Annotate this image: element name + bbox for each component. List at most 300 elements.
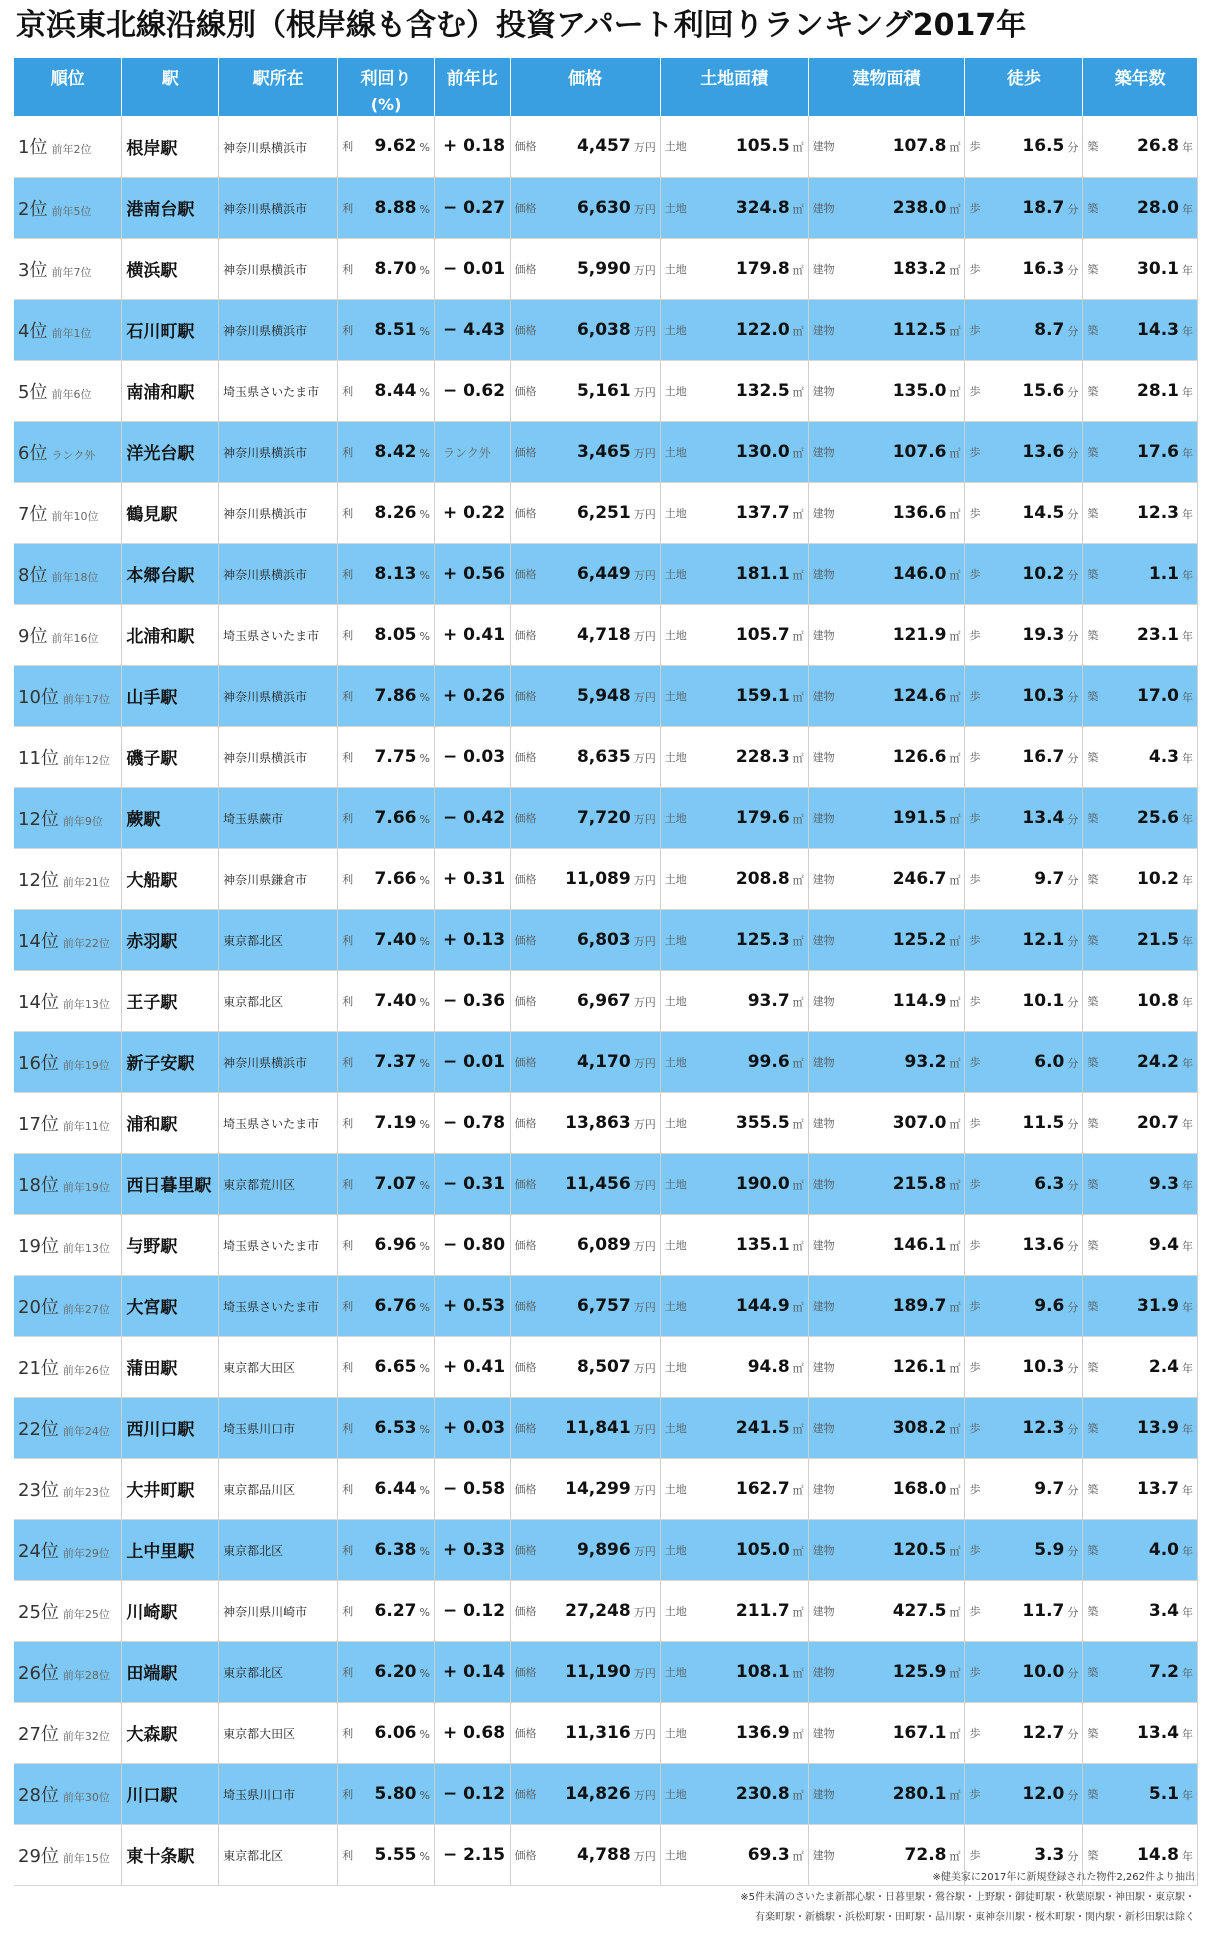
price-cell-unit: 万円 (633, 751, 656, 765)
age-cell-value: 14.8 (1137, 1844, 1179, 1865)
footnote: ※健美家に2017年に新規登録された物件2,262件より抽出 (932, 1872, 1195, 1883)
walk-cell-unit: 分 (1067, 1788, 1079, 1802)
location-cell (219, 1519, 338, 1580)
yield-cell-unit: % (419, 1605, 430, 1619)
walk-cell (965, 1336, 1083, 1397)
building-cell-value: 126.1 (892, 1356, 947, 1377)
building-cell-value: 427.5 (892, 1600, 947, 1621)
walk-cell-unit: 分 (1067, 1361, 1079, 1375)
price-cell (510, 1824, 660, 1885)
location-cell (219, 421, 338, 482)
location-cell (219, 116, 338, 177)
age-cell-prefix: 築 (1087, 994, 1099, 1008)
land-cell-value: 179.8 (735, 258, 790, 279)
building-cell-prefix: 建物 (812, 1238, 835, 1252)
land-cell-unit: ㎡ (792, 751, 804, 765)
land-cell-unit: ㎡ (792, 1178, 804, 1192)
change-cell (434, 848, 510, 909)
age-cell-prefix: 築 (1087, 1726, 1099, 1740)
header-age: 築年数 (1083, 58, 1198, 116)
building-cell-value: 114.9 (892, 990, 947, 1011)
building-cell-unit: ㎡ (949, 1849, 961, 1863)
building-cell-unit: ㎡ (949, 1788, 961, 1802)
yield-cell-value: 8.70 (374, 258, 417, 279)
rank-value: 16位 (18, 1052, 59, 1074)
change-cell (434, 726, 510, 787)
location-cell (219, 665, 338, 726)
land-cell (660, 1031, 808, 1092)
age-cell-unit: 年 (1182, 873, 1193, 887)
walk-cell-prefix: 歩 (969, 445, 981, 459)
walk-cell-unit: 分 (1067, 1544, 1079, 1558)
rank-value: 25位 (18, 1601, 59, 1623)
age-cell-unit: 年 (1182, 202, 1193, 216)
rank-value: 27位 (18, 1723, 59, 1745)
age-cell-value: 13.9 (1137, 1417, 1179, 1438)
walk-cell-value: 12.3 (1022, 1417, 1065, 1438)
building-cell-prefix: 建物 (812, 262, 835, 276)
yield-cell-prefix: 利 (342, 262, 354, 276)
walk-cell-value: 6.3 (1034, 1173, 1065, 1194)
building-cell-value: 215.8 (892, 1173, 947, 1194)
previous-rank: 前年6位 (51, 387, 92, 401)
location-cell (219, 970, 338, 1031)
yield-cell-prefix: 利 (342, 750, 354, 764)
rank-cell (14, 1824, 122, 1885)
building-cell-prefix: 建物 (812, 140, 835, 154)
table-row (14, 970, 1198, 1031)
rank-cell (14, 360, 122, 421)
yield-cell-prefix: 利 (342, 811, 354, 825)
yield-cell-value: 6.65 (374, 1356, 417, 1377)
age-cell-value: 9.3 (1148, 1173, 1179, 1194)
land-cell-value: 132.5 (735, 380, 790, 401)
rank-cell (14, 665, 122, 726)
yield-cell-prefix: 利 (342, 1177, 354, 1191)
land-cell (660, 1153, 808, 1214)
table-row (14, 299, 1198, 360)
station-cell (122, 1153, 219, 1214)
price-cell-unit: 万円 (633, 1056, 656, 1070)
building-cell (808, 238, 965, 299)
previous-rank: 前年21位 (62, 875, 110, 889)
land-cell (660, 1641, 808, 1702)
price-cell-value: 11,089 (565, 868, 631, 889)
rank-cell (14, 1336, 122, 1397)
rank-value: 22位 (18, 1418, 59, 1440)
price-cell-value: 5,161 (576, 380, 631, 401)
yield-cell-prefix: 利 (342, 1360, 354, 1374)
land-cell-value: 105.7 (735, 624, 790, 645)
price-cell-value: 11,190 (565, 1661, 631, 1682)
rank-value: 5位 (18, 381, 48, 403)
table-row (14, 177, 1198, 238)
price-cell-prefix: 価格 (514, 1482, 537, 1496)
building-cell-value: 238.0 (892, 197, 947, 218)
change-cell (434, 1275, 510, 1336)
building-cell-unit: ㎡ (949, 934, 961, 948)
age-cell (1083, 970, 1198, 1031)
rank-cell (14, 1092, 122, 1153)
change-value: + 0.13 (442, 929, 506, 950)
yield-cell-value: 8.51 (374, 319, 417, 340)
station-cell (122, 1641, 219, 1702)
station-location: 神奈川県横浜市 (223, 202, 308, 216)
price-cell-unit: 万円 (633, 1300, 656, 1314)
price-cell-prefix: 価格 (514, 1848, 537, 1862)
change-value: − 0.01 (442, 258, 506, 279)
yield-cell-unit: % (419, 507, 430, 521)
land-cell (660, 1336, 808, 1397)
price-cell-value: 4,457 (576, 136, 631, 157)
previous-rank: 前年32位 (62, 1729, 110, 1743)
age-cell-prefix: 築 (1087, 445, 1099, 459)
table-header (14, 58, 1198, 116)
age-cell-prefix: 築 (1087, 262, 1099, 276)
station-name: 大船駅 (126, 871, 178, 891)
walk-cell (965, 299, 1083, 360)
land-cell-value: 135.1 (735, 1234, 790, 1255)
price-cell-value: 6,038 (576, 319, 631, 340)
station-cell (122, 543, 219, 604)
land-cell-unit: ㎡ (792, 568, 804, 582)
station-location: 埼玉県川口市 (223, 1422, 296, 1436)
land-cell-value: 105.5 (735, 136, 790, 157)
station-cell (122, 116, 219, 177)
land-cell-value: 355.5 (735, 1112, 790, 1133)
yield-cell-prefix: 利 (342, 1726, 354, 1740)
building-cell (808, 543, 965, 604)
station-cell (122, 970, 219, 1031)
walk-cell-value: 12.1 (1022, 929, 1065, 950)
yield-cell-prefix: 利 (342, 1543, 354, 1557)
building-cell-unit: ㎡ (949, 1239, 961, 1253)
land-cell-prefix: 土地 (664, 1604, 687, 1618)
land-cell-unit: ㎡ (792, 1544, 804, 1558)
walk-cell-unit: 分 (1067, 1178, 1079, 1192)
land-cell-value: 125.3 (735, 929, 790, 950)
rank-value: 14位 (18, 930, 59, 952)
price-cell-prefix: 価格 (514, 1177, 537, 1191)
building-cell-prefix: 建物 (812, 1116, 835, 1130)
station-cell (122, 1397, 219, 1458)
walk-cell (965, 177, 1083, 238)
age-cell-unit: 年 (1182, 1605, 1193, 1619)
rank-value: 20位 (18, 1296, 59, 1318)
yield-cell-prefix: 利 (342, 201, 354, 215)
location-cell (219, 1458, 338, 1519)
walk-cell-unit: 分 (1067, 873, 1079, 887)
age-cell-value: 10.2 (1137, 868, 1179, 889)
price-cell (510, 116, 660, 177)
price-cell (510, 543, 660, 604)
land-cell (660, 299, 808, 360)
change-value: − 0.03 (442, 746, 506, 767)
rank-cell (14, 726, 122, 787)
yield-cell (338, 1641, 435, 1702)
walk-cell-prefix: 歩 (969, 201, 981, 215)
price-cell-value: 6,089 (576, 1234, 631, 1255)
station-location: 埼玉県さいたま市 (223, 385, 320, 399)
age-cell-prefix: 築 (1087, 1787, 1099, 1801)
header-walk: 徒歩 (965, 58, 1083, 116)
land-cell-prefix: 土地 (664, 1360, 687, 1374)
previous-rank: 前年1位 (51, 326, 92, 340)
age-cell-unit: 年 (1182, 568, 1193, 582)
yield-cell-prefix: 利 (342, 872, 354, 886)
station-cell (122, 1214, 219, 1275)
building-cell (808, 848, 965, 909)
previous-rank: 前年19位 (62, 1058, 110, 1072)
station-location: 東京都北区 (223, 1666, 284, 1680)
yield-cell-unit: % (419, 812, 430, 826)
land-cell (660, 970, 808, 1031)
age-cell (1083, 1519, 1198, 1580)
location-cell (219, 1397, 338, 1458)
footnote: ※5件未満のさいたま新都心駅・日暮里駅・鶯谷駅・上野駅・御徒町駅・秋葉原駅・神田駅・東京駅・ (740, 1892, 1195, 1903)
land-cell-unit: ㎡ (792, 995, 804, 1009)
building-cell-value: 136.6 (892, 502, 947, 523)
table-row (14, 604, 1198, 665)
rank-value: 6位 (18, 442, 48, 464)
rank-cell (14, 909, 122, 970)
station-location: 埼玉県蕨市 (223, 812, 284, 826)
station-name: 西日暮里駅 (126, 1176, 212, 1196)
building-cell-prefix: 建物 (812, 1177, 835, 1191)
station-name: 与野駅 (126, 1237, 178, 1257)
land-cell-unit: ㎡ (792, 812, 804, 826)
yield-cell (338, 1397, 435, 1458)
location-cell (219, 299, 338, 360)
age-cell (1083, 726, 1198, 787)
location-cell (219, 1092, 338, 1153)
building-cell (808, 1031, 965, 1092)
change-cell (434, 421, 510, 482)
location-cell (219, 909, 338, 970)
station-location: 東京都品川区 (223, 1483, 296, 1497)
header-rank: 順位 (14, 58, 122, 116)
age-cell (1083, 1763, 1198, 1824)
location-cell (219, 726, 338, 787)
station-location: 神奈川県横浜市 (223, 446, 308, 460)
age-cell-value: 26.8 (1137, 136, 1179, 157)
table-row (14, 1702, 1198, 1763)
land-cell (660, 1458, 808, 1519)
change-cell (434, 360, 510, 421)
previous-rank: 前年13位 (62, 997, 110, 1011)
previous-rank: 前年18位 (51, 570, 99, 584)
building-cell-prefix: 建物 (812, 628, 835, 642)
land-cell-prefix: 土地 (664, 384, 687, 398)
yield-cell-prefix: 利 (342, 506, 354, 520)
walk-cell-prefix: 歩 (969, 1360, 981, 1374)
age-cell-unit: 年 (1182, 1422, 1193, 1436)
station-cell (122, 177, 219, 238)
change-value: − 0.80 (442, 1234, 506, 1255)
age-cell-prefix: 築 (1087, 1543, 1099, 1557)
age-cell-value: 10.8 (1137, 990, 1179, 1011)
land-cell-unit: ㎡ (792, 629, 804, 643)
change-cell (434, 482, 510, 543)
change-cell (434, 1153, 510, 1214)
building-cell (808, 299, 965, 360)
age-cell-unit: 年 (1182, 507, 1193, 521)
building-cell-unit: ㎡ (949, 1422, 961, 1436)
age-cell-prefix: 築 (1087, 1299, 1099, 1313)
walk-cell (965, 1214, 1083, 1275)
rank-value: 23位 (18, 1479, 59, 1501)
change-cell (434, 299, 510, 360)
rank-cell (14, 1580, 122, 1641)
price-cell-unit: 万円 (633, 873, 656, 887)
price-cell-value: 4,788 (576, 1844, 631, 1865)
age-cell-prefix: 築 (1087, 933, 1099, 947)
price-cell-prefix: 価格 (514, 1360, 537, 1374)
rank-value: 19位 (18, 1235, 59, 1257)
price-cell-prefix: 価格 (514, 628, 537, 642)
building-cell (808, 1336, 965, 1397)
age-cell-unit: 年 (1182, 385, 1193, 399)
table-row (14, 360, 1198, 421)
building-cell-value: 121.9 (892, 624, 947, 645)
location-cell (219, 787, 338, 848)
walk-cell-unit: 分 (1067, 1483, 1079, 1497)
station-name: 川口駅 (126, 1786, 178, 1806)
footnotes (740, 1868, 1195, 1928)
previous-rank: 前年10位 (51, 509, 99, 523)
age-cell-unit: 年 (1182, 1544, 1193, 1558)
table-row (14, 482, 1198, 543)
previous-rank: 前年17位 (62, 692, 110, 706)
yield-cell-prefix: 利 (342, 1421, 354, 1435)
yield-cell (338, 848, 435, 909)
building-cell-value: 124.6 (892, 685, 947, 706)
price-cell-value: 9,896 (576, 1539, 631, 1560)
change-value: + 0.26 (442, 685, 506, 706)
station-name: 横浜駅 (126, 261, 178, 281)
change-value: − 0.01 (442, 1051, 506, 1072)
land-cell-prefix: 土地 (664, 1665, 687, 1679)
station-name: 本郷台駅 (126, 566, 195, 586)
yield-cell-unit: % (419, 1300, 430, 1314)
walk-cell (965, 1763, 1083, 1824)
land-cell (660, 1397, 808, 1458)
age-cell (1083, 1153, 1198, 1214)
footnote: 有楽町駅・新橋駅・浜松町駅・田町駅・品川駅・東神奈川駅・桜木町駅・関内駅・新杉田駅は除く (755, 1912, 1195, 1923)
change-value: − 4.43 (442, 319, 506, 340)
station-cell (122, 1031, 219, 1092)
age-cell-value: 5.1 (1148, 1783, 1179, 1804)
land-cell-value: 144.9 (735, 1295, 790, 1316)
yield-cell-prefix: 利 (342, 1848, 354, 1862)
land-cell-value: 93.7 (747, 990, 790, 1011)
age-cell (1083, 360, 1198, 421)
table-row (14, 1031, 1198, 1092)
building-cell-unit: ㎡ (949, 1666, 961, 1680)
location-cell (219, 1824, 338, 1885)
walk-cell-prefix: 歩 (969, 1482, 981, 1496)
rank-cell (14, 1031, 122, 1092)
walk-cell-value: 16.3 (1022, 258, 1065, 279)
location-cell (219, 1702, 338, 1763)
age-cell-value: 1.1 (1148, 563, 1179, 584)
land-cell (660, 1214, 808, 1275)
walk-cell-prefix: 歩 (969, 1787, 981, 1801)
price-cell-unit: 万円 (633, 385, 656, 399)
previous-rank: 前年26位 (62, 1363, 110, 1377)
price-cell-value: 6,967 (576, 990, 631, 1011)
land-cell-unit: ㎡ (792, 385, 804, 399)
yield-cell-prefix: 利 (342, 1116, 354, 1130)
land-cell (660, 909, 808, 970)
table-row (14, 543, 1198, 604)
yield-cell-unit: % (419, 1544, 430, 1558)
building-cell-prefix: 建物 (812, 1421, 835, 1435)
price-cell-value: 14,826 (565, 1783, 631, 1804)
change-value: − 0.27 (442, 197, 506, 218)
header-location: 駅所在 (219, 58, 338, 116)
land-cell-prefix: 土地 (664, 1848, 687, 1862)
yield-cell-value: 6.38 (374, 1539, 417, 1560)
age-cell (1083, 482, 1198, 543)
change-cell (434, 543, 510, 604)
building-cell-unit: ㎡ (949, 1300, 961, 1314)
walk-cell (965, 604, 1083, 665)
walk-cell-unit: 分 (1067, 446, 1079, 460)
land-cell-prefix: 土地 (664, 445, 687, 459)
yield-cell-value: 6.44 (374, 1478, 417, 1499)
walk-cell (965, 1153, 1083, 1214)
yield-cell (338, 1519, 435, 1580)
table-row (14, 787, 1198, 848)
age-cell-prefix: 築 (1087, 1360, 1099, 1374)
building-cell-unit: ㎡ (949, 1178, 961, 1192)
previous-rank: 前年29位 (62, 1546, 110, 1560)
rank-cell (14, 1153, 122, 1214)
walk-cell-unit: 分 (1067, 263, 1079, 277)
land-cell (660, 360, 808, 421)
walk-cell-prefix: 歩 (969, 1604, 981, 1618)
price-cell (510, 1702, 660, 1763)
land-cell (660, 238, 808, 299)
station-location: 埼玉県さいたま市 (223, 1117, 320, 1131)
building-cell (808, 909, 965, 970)
previous-rank: 前年22位 (62, 936, 110, 950)
previous-rank: 前年16位 (51, 631, 99, 645)
building-cell-prefix: 建物 (812, 1482, 835, 1496)
building-cell-prefix: 建物 (812, 811, 835, 825)
change-value: + 0.53 (442, 1295, 506, 1316)
yield-cell (338, 604, 435, 665)
yield-cell (338, 1031, 435, 1092)
age-cell-prefix: 築 (1087, 567, 1099, 581)
previous-rank: 前年28位 (62, 1668, 110, 1682)
age-cell-unit: 年 (1182, 934, 1193, 948)
table-row (14, 1641, 1198, 1702)
building-cell-value: 307.0 (892, 1112, 947, 1133)
age-cell (1083, 1031, 1198, 1092)
yield-cell-value: 7.66 (374, 807, 417, 828)
yield-cell (338, 1763, 435, 1824)
yield-cell-prefix: 利 (342, 994, 354, 1008)
land-cell-prefix: 土地 (664, 994, 687, 1008)
building-cell-value: 107.8 (892, 136, 947, 157)
age-cell-unit: 年 (1182, 141, 1193, 155)
building-cell-prefix: 建物 (812, 1543, 835, 1557)
yield-cell-prefix: 利 (342, 140, 354, 154)
station-location: 東京都北区 (223, 995, 284, 1009)
age-cell (1083, 1702, 1198, 1763)
